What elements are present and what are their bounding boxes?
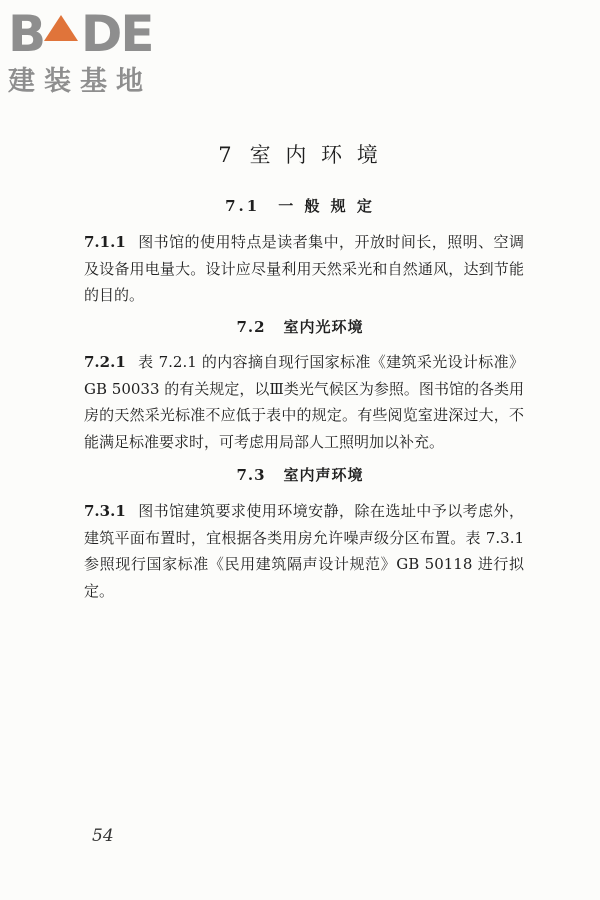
section-heading-7-1: [0, 195, 600, 217]
logo-subtitle: 建装基地: [8, 66, 152, 97]
logo-wordmark: [8, 6, 178, 62]
logo-letter: [44, 5, 81, 63]
logo-letter: E: [120, 5, 153, 63]
page-number: 54: [92, 826, 114, 846]
chapter-title: 室 内 环 境: [249, 143, 382, 167]
clause-paragraph-7-2-1: [84, 349, 524, 455]
chapter-number: 7: [218, 143, 236, 167]
clause-number: 7.1.1: [84, 233, 126, 251]
section-title: 室内声环境: [283, 466, 364, 484]
section-title: 一 般 规 定: [278, 197, 375, 215]
logo-letter: D: [80, 5, 121, 63]
logo-letter: B: [8, 5, 45, 63]
section-title: 室内光环境: [283, 318, 364, 336]
clause-paragraph-7-1-1: [84, 229, 524, 309]
clause-text: 图书馆的使用特点是读者集中，开放时间长，照明、空调及设备用电量大。设计应尽量利用天然采光和自然通风，达到节能的目的。: [84, 233, 524, 304]
clause-number: 7.3.1: [84, 502, 126, 520]
logo-chevron-icon: [44, 15, 78, 41]
clause-paragraph-7-3-1: [84, 498, 524, 604]
section-heading-7-3: [0, 464, 600, 486]
watermark-logo: [8, 6, 178, 98]
clause-number: 7.2.1: [84, 353, 126, 371]
section-number: 7.2: [236, 318, 266, 336]
clause-text: 图书馆建筑要求使用环境安静，除在选址中予以考虑外，建筑平面布置时，宜根据各类用房允许噪声级分区布置。表 7.3.1 参照现行国家标准《民用建筑隔声设计规范》GB 50118 进行拟定。: [84, 502, 524, 600]
chapter-heading: [0, 140, 600, 170]
section-number: 7.3: [236, 466, 266, 484]
clause-text: 表 7.2.1 的内容摘自现行国家标准《建筑采光设计标准》GB 50033 的有关规定，以Ⅲ类光气候区为参照。图书馆的各类用房的天然采光标准不应低于表中的规定。有些阅览室进深过大，不能满足标准要求时，可考虑用局部人工照明加以补充。: [84, 353, 524, 451]
section-heading-7-2: [0, 316, 600, 338]
section-number: 7.1: [225, 197, 261, 215]
